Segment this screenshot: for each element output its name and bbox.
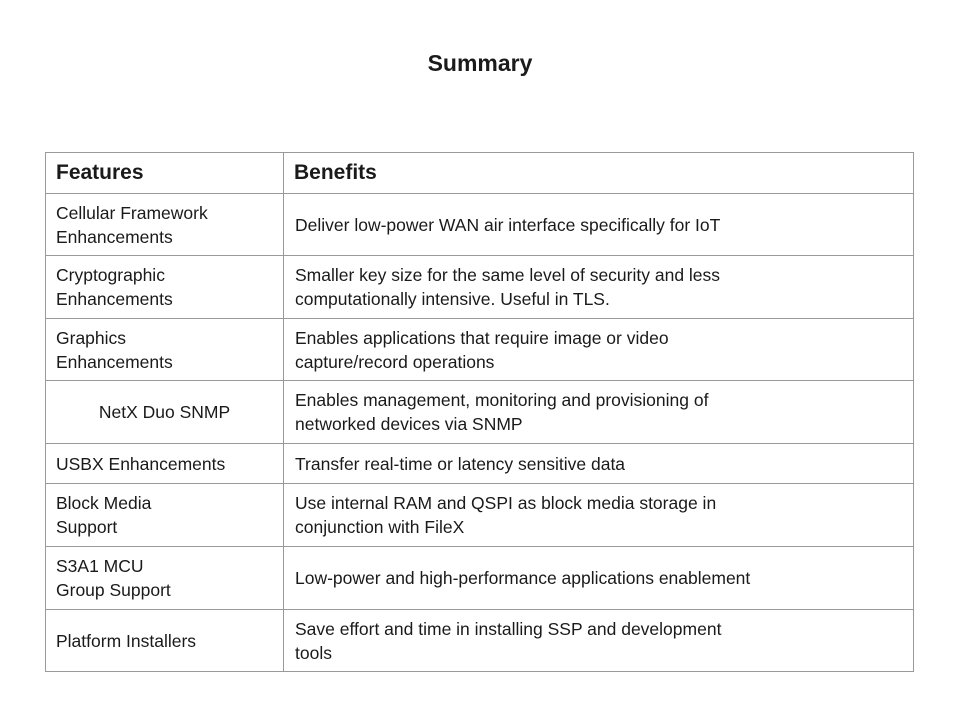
feature-text: Block Media	[56, 493, 152, 513]
feature-cell	[46, 484, 284, 547]
feature-text: Enhancements	[56, 289, 173, 309]
feature-text: Cellular Framework	[56, 202, 208, 223]
benefit-cell	[284, 444, 914, 484]
table-row	[46, 610, 914, 672]
table-row	[46, 484, 914, 547]
page-title: Summary	[427, 50, 533, 76]
feature-text: NetX Duo SNMP	[98, 402, 231, 422]
feature-text: Platform Installers	[56, 630, 197, 651]
feature-text: Enhancements	[56, 226, 173, 247]
benefit-cell	[284, 484, 914, 547]
benefit-text: networked devices via SNMP	[295, 414, 523, 434]
feature-text: USBX Enhancements	[56, 453, 226, 474]
table-row	[46, 547, 914, 610]
table-header-row	[46, 153, 914, 194]
benefit-cell	[284, 319, 914, 381]
table-row	[46, 256, 914, 319]
feature-text: Group Support	[56, 580, 171, 600]
feature-cell	[46, 381, 284, 444]
benefit-cell	[284, 547, 914, 610]
feature-cell	[46, 610, 284, 672]
features-column-header: Features	[46, 153, 284, 194]
benefit-text: tools	[295, 642, 332, 663]
benefit-text: Deliver low-power WAN air interface specifically for IoT	[295, 214, 721, 235]
benefit-text: Save effort and time in installing SSP and development	[295, 618, 722, 639]
feature-cell	[46, 444, 284, 484]
feature-text: Graphics	[56, 327, 127, 348]
benefit-cell	[284, 610, 914, 672]
benefit-cell	[284, 381, 914, 444]
benefit-text: Transfer real-time or latency sensitive data	[295, 453, 626, 474]
benefit-cell	[284, 194, 914, 256]
table-row	[46, 194, 914, 256]
benefit-cell	[284, 256, 914, 319]
benefit-text: Use internal RAM and QSPI as block media storage in	[295, 493, 717, 513]
feature-cell	[46, 194, 284, 256]
table-row	[46, 444, 914, 484]
feature-text: Cryptographic	[56, 265, 165, 285]
benefit-text: Enables management, monitoring and provisioning of	[295, 390, 709, 410]
table-row	[46, 319, 914, 381]
benefit-text: Low-power and high-performance applications enablement	[295, 568, 751, 588]
feature-text: S3A1 MCU	[56, 556, 144, 576]
feature-text: Support	[56, 517, 118, 537]
benefit-text: computationally intensive. Useful in TLS.	[295, 289, 610, 309]
benefit-text: Smaller key size for the same level of security and less	[295, 265, 721, 285]
feature-cell	[46, 319, 284, 381]
feature-cell	[46, 256, 284, 319]
benefit-text: Enables applications that require image or video	[295, 327, 669, 348]
summary-table	[45, 152, 914, 672]
benefit-text: capture/record operations	[295, 351, 495, 372]
benefit-text: conjunction with FileX	[295, 517, 465, 537]
benefits-column-header: Benefits	[284, 153, 914, 194]
feature-cell	[46, 547, 284, 610]
feature-text: Enhancements	[56, 351, 173, 372]
table-row	[46, 381, 914, 444]
